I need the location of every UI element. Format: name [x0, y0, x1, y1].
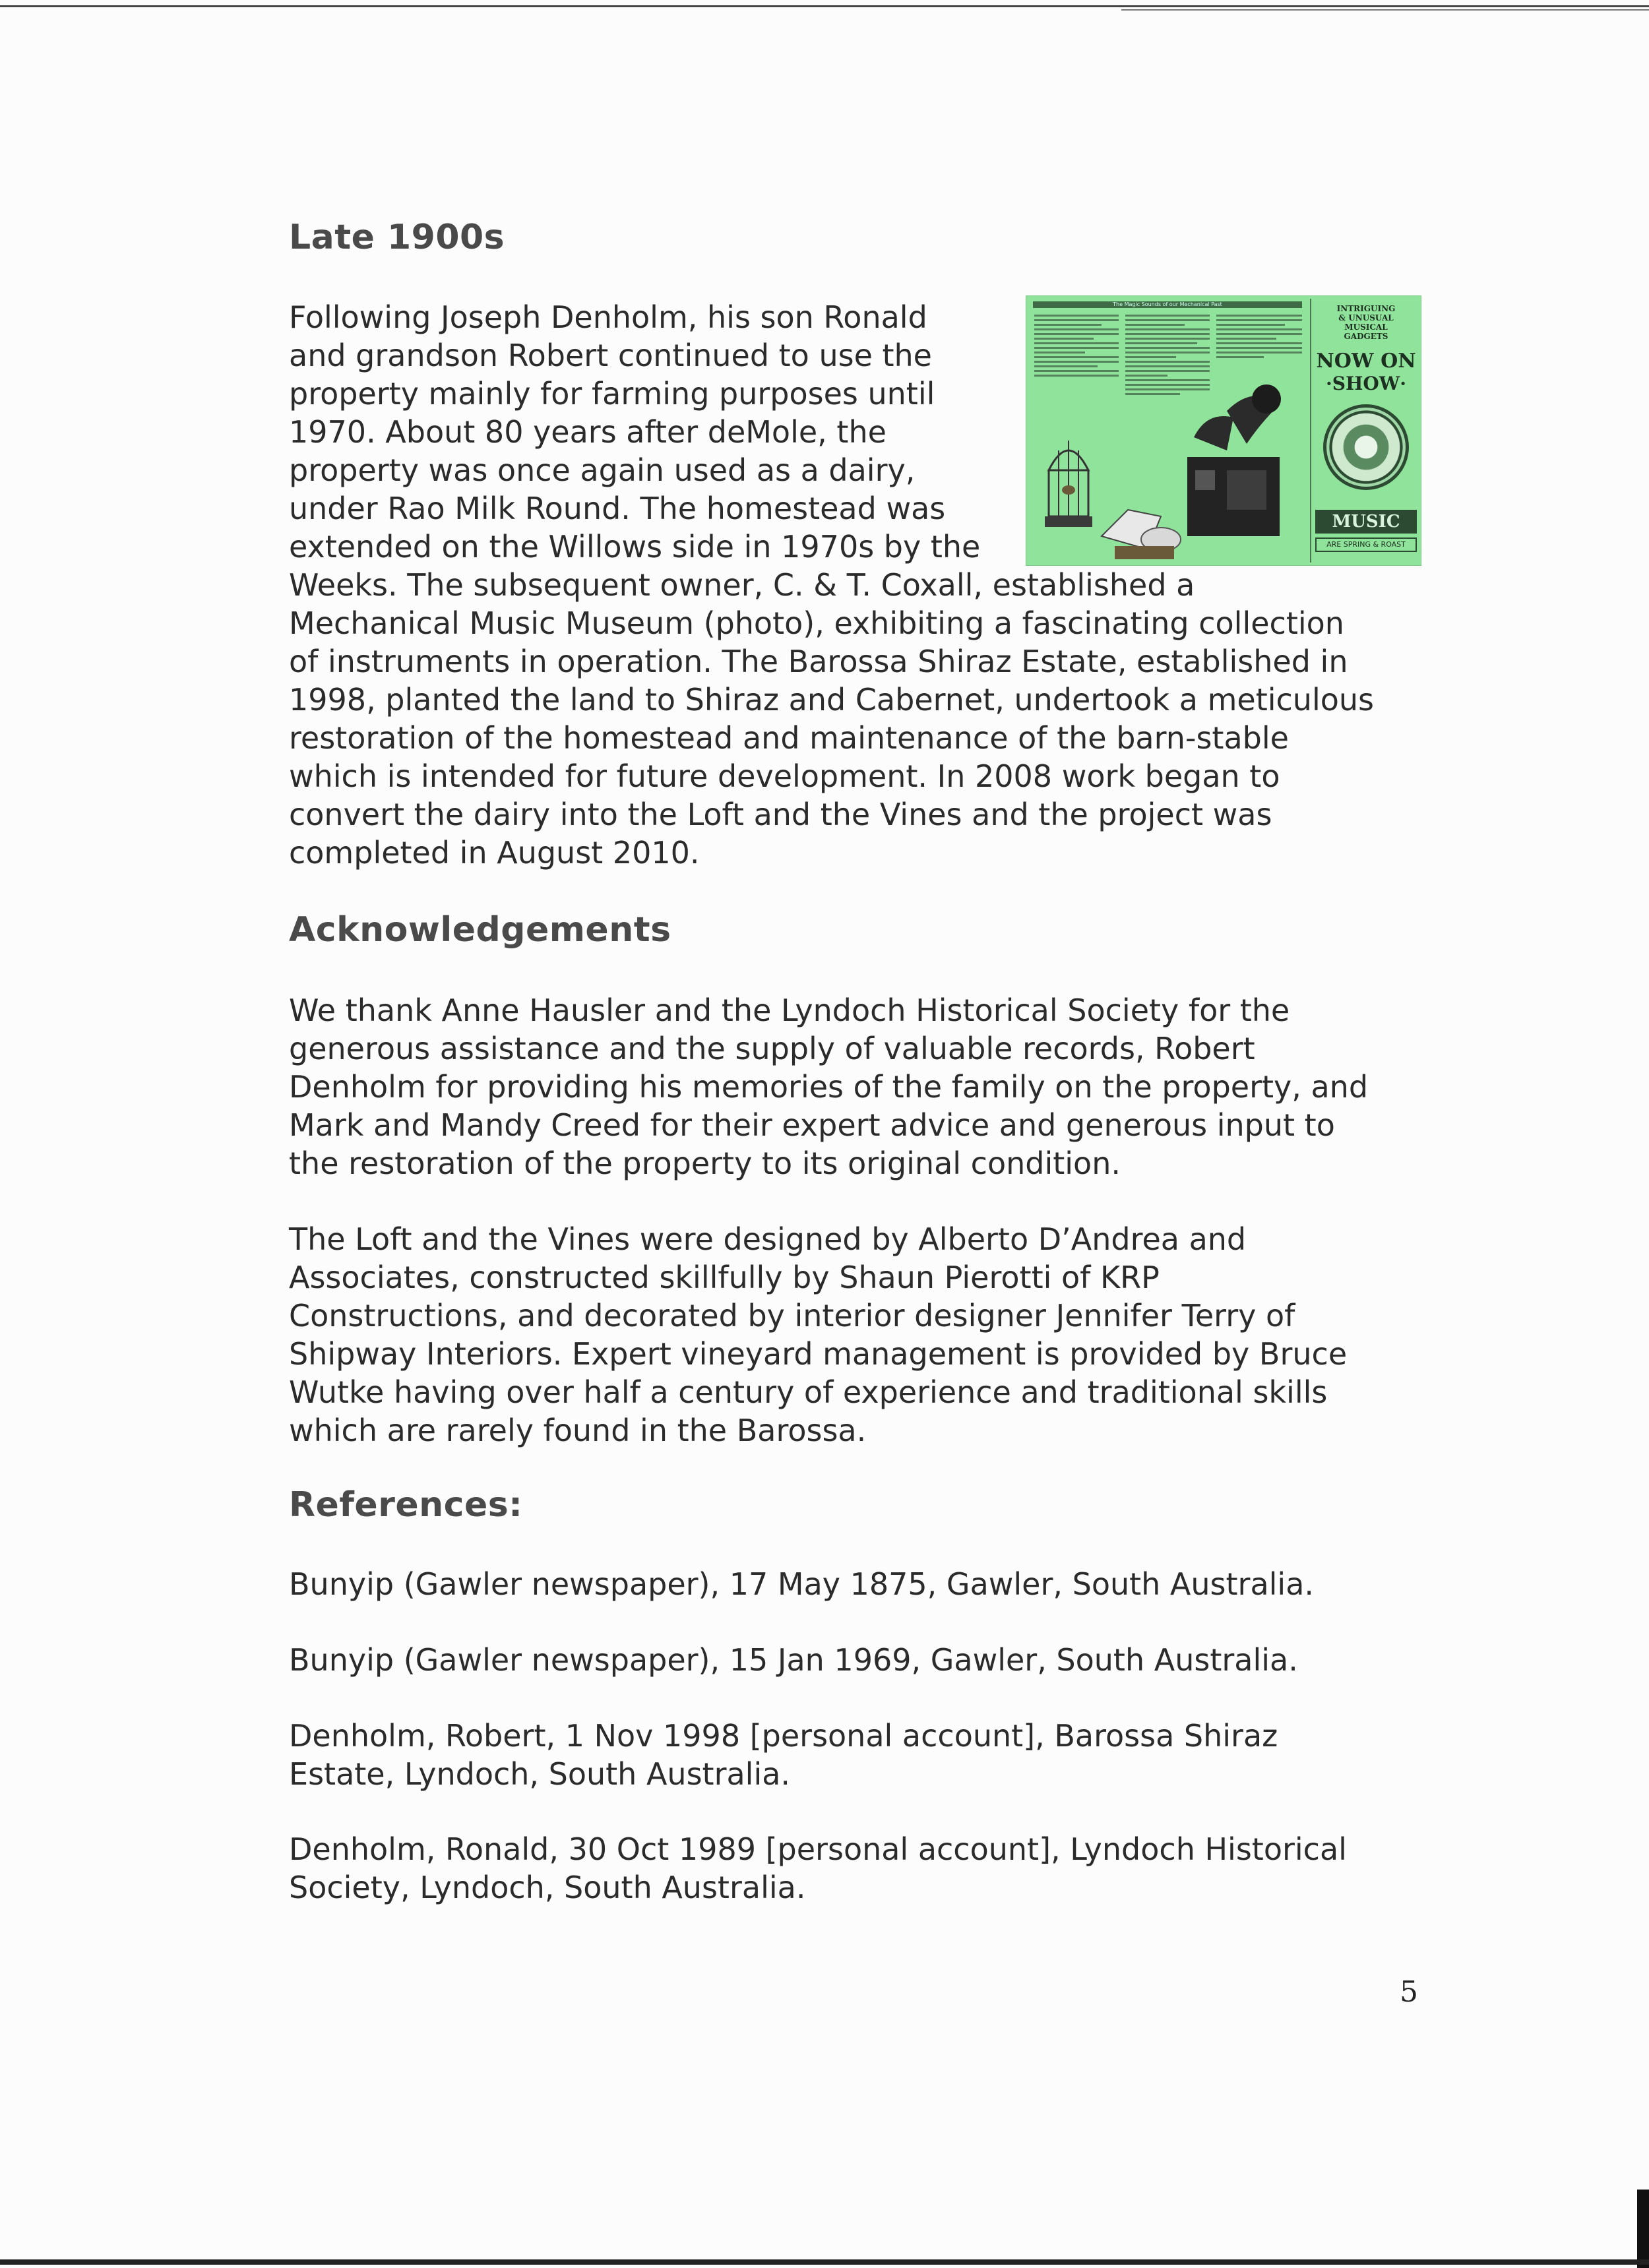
text-line: extended on the Willows side in 1970s by the: [289, 529, 981, 565]
text-line: 1998, planted the land to Shiraz and Cabernet, undertook a meticulous: [289, 682, 1374, 718]
text-line: Shipway Interiors. Expert vineyard management is provided by Bruce: [289, 1336, 1348, 1372]
text-line: The Loft and the Vines were designed by Alberto D’Andrea and: [289, 1221, 1247, 1257]
flyer-header: The Magic Sounds of our Mechanical Past: [1033, 301, 1302, 308]
text-line: generous assistance and the supply of valuable records, Robert: [289, 1031, 1255, 1066]
reference-item: [289, 1641, 1298, 1679]
birdcage-icon: [1045, 441, 1092, 527]
text-line: 1970. About 80 years after deMole, the: [289, 414, 887, 450]
page-number: 5: [1400, 1975, 1418, 2009]
text-line: Constructions, and decorated by interior designer Jennifer Terry of: [289, 1298, 1295, 1333]
text-line: Bunyip (Gawler newspaper), 17 May 1875, Gawler, South Australia.: [289, 1566, 1315, 1602]
heading-references: References:: [289, 1485, 523, 1525]
flyer-banner: MUSIC: [1315, 510, 1417, 534]
flyer-text-column: [1216, 315, 1302, 361]
text-line: Society, Lyndoch, South Australia.: [289, 1870, 806, 1905]
reference-item: [289, 1565, 1314, 1603]
gramophone-icon: [1187, 384, 1281, 536]
gramophone-record-icon: [1323, 404, 1409, 490]
flyer-left-panel: [1029, 299, 1306, 563]
text-line: restoration of the homestead and maintenance of the barn-stable: [289, 720, 1289, 756]
text-line: Denholm, Robert, 1 Nov 1998 [personal account], Barossa Shiraz: [289, 1718, 1278, 1754]
text-line: Denholm for providing his memories of the family on the property, and: [289, 1069, 1369, 1105]
flyer-instruments-illustration: [1029, 384, 1306, 563]
text-line: Denholm, Ronald, 30 Oct 1989 [personal account], Lyndoch Historical: [289, 1831, 1347, 1867]
paragraph-acknowledgements-2: [289, 1220, 1347, 1450]
text-line: which are rarely found in the Barossa.: [289, 1413, 867, 1448]
text-line: Wutke having over half a century of experience and traditional skills: [289, 1374, 1328, 1410]
text-line: which is intended for future development. In 2008 work began to: [289, 758, 1280, 794]
paragraph-acknowledgements-1: [289, 991, 1368, 1182]
text-line: and grandson Robert continued to use the: [289, 338, 932, 373]
text-line: convert the dairy into the Loft and the Vines and the project was: [289, 797, 1272, 832]
scan-edge-bottom: [0, 2259, 1649, 2265]
flyer-subtitle: ARE SPRING & ROAST: [1315, 537, 1417, 552]
text-line: the restoration of the property to its original condition.: [289, 1146, 1121, 1181]
flyer-headline: NOW ON: [1316, 350, 1416, 373]
reference-item: [289, 1830, 1347, 1907]
text-line: of instruments in operation. The Barossa Shiraz Estate, established in: [289, 644, 1348, 679]
museum-flyer-image: [1026, 295, 1421, 566]
text-line: property mainly for farming purposes until: [289, 376, 935, 412]
flyer-title-line: MUSICAL: [1344, 322, 1388, 332]
heading-late-1900s: Late 1900s: [289, 218, 505, 257]
flyer-title-line: INTRIGUING: [1336, 304, 1396, 313]
text-line: Bunyip (Gawler newspaper), 15 Jan 1969, Gawler, South Australia.: [289, 1642, 1298, 1678]
phonograph-dog-icon: [1102, 510, 1181, 559]
text-line: Weeks. The subsequent owner, C. & T. Coxall, established a: [289, 567, 1195, 603]
text-line: Associates, constructed skillfully by Shaun Pierotti of KRP: [289, 1260, 1160, 1295]
flyer-title-line: GADGETS: [1344, 332, 1388, 341]
text-line: Following Joseph Denholm, his son Ronald: [289, 299, 927, 335]
scan-edge-top-secondary: [1121, 9, 1649, 11]
reference-item: [289, 1717, 1278, 1793]
text-line: completed in August 2010.: [289, 835, 700, 871]
text-line: We thank Anne Hausler and the Lyndoch Historical Society for the: [289, 993, 1290, 1028]
text-line: Estate, Lyndoch, South Australia.: [289, 1756, 791, 1792]
flyer-headline: ·SHOW·: [1325, 373, 1406, 394]
text-line: Mechanical Music Museum (photo), exhibiting a fascinating collection: [289, 605, 1344, 641]
text-line: property was once again used as a dairy,: [289, 452, 916, 488]
text-line: Mark and Mandy Creed for their expert advice and generous input to: [289, 1107, 1335, 1143]
flyer-right-panel: [1310, 299, 1421, 563]
flyer-text-column: [1034, 315, 1119, 379]
text-line: under Rao Milk Round. The homestead was: [289, 491, 946, 526]
scan-edge-right: [1637, 2190, 1649, 2268]
scan-edge-top: [0, 5, 1649, 7]
heading-acknowledgements: Acknowledgements: [289, 910, 671, 950]
flyer-title-line: & UNUSUAL: [1338, 313, 1394, 322]
